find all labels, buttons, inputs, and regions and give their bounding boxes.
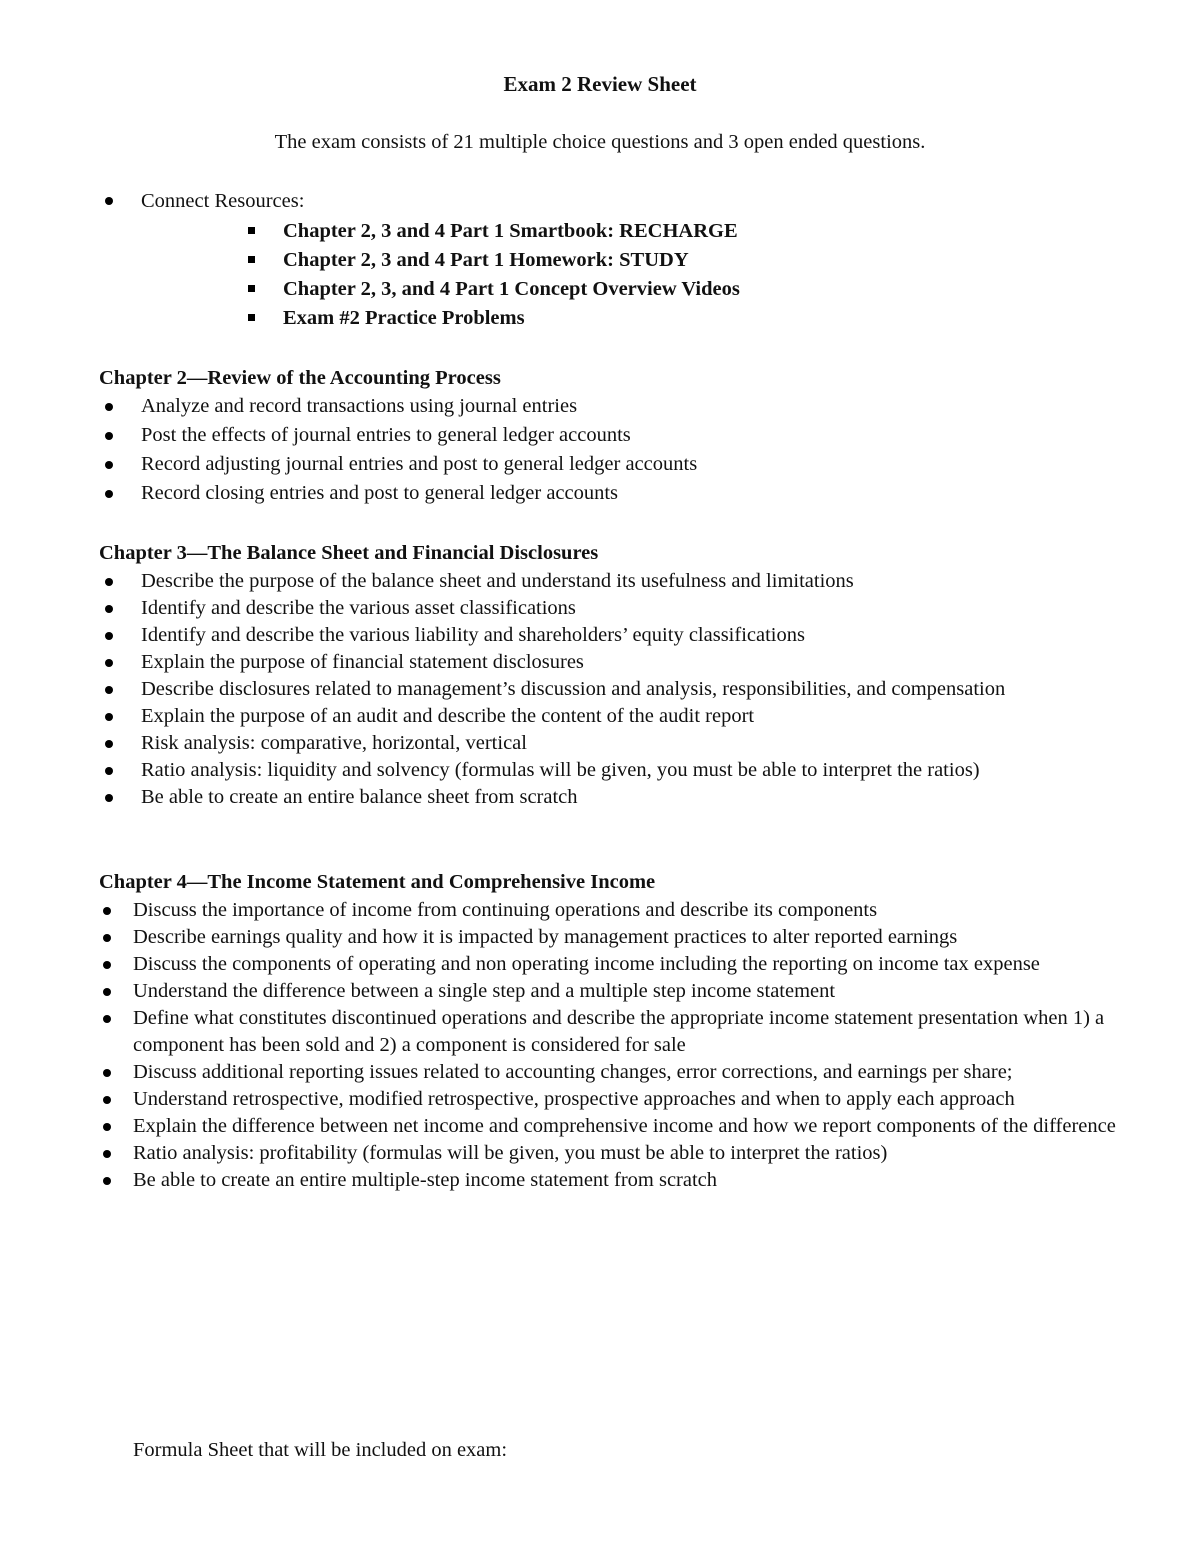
bullet-icon bbox=[103, 1150, 111, 1158]
bullet-icon bbox=[103, 1177, 111, 1185]
list-item: Describe the purpose of the balance sheet and understand its usefulness and limitations bbox=[141, 568, 1141, 595]
list-item: Record adjusting journal entries and post to general ledger accounts bbox=[141, 451, 1141, 478]
square-bullet-icon bbox=[248, 285, 255, 292]
chapter-4-list bbox=[133, 897, 1143, 1194]
document-title: Exam 2 Review Sheet bbox=[503, 72, 697, 96]
list-item: Discuss the components of operating and non operating income including the reporting on income tax expense bbox=[133, 951, 1143, 978]
bullet-icon bbox=[103, 1096, 111, 1104]
formula-sheet-note: Formula Sheet that will be included on exam: bbox=[133, 1439, 508, 1461]
bullet-icon bbox=[105, 461, 113, 469]
list-item: Record closing entries and post to general ledger accounts bbox=[141, 480, 1141, 507]
bullet-icon bbox=[105, 686, 113, 694]
list-item: Understand the difference between a single step and a multiple step income statement bbox=[133, 978, 1143, 1005]
bullet-icon bbox=[105, 605, 113, 613]
list-item: Discuss the importance of income from continuing operations and describe its components bbox=[133, 897, 1143, 924]
list-item: Describe earnings quality and how it is impacted by management practices to alter reported earnings bbox=[133, 924, 1143, 951]
bullet-icon bbox=[103, 934, 111, 942]
bullet-icon bbox=[103, 907, 111, 915]
bullet-icon bbox=[105, 713, 113, 721]
bullet-icon bbox=[103, 988, 111, 996]
connect-item: Exam #2 Practice Problems bbox=[283, 307, 525, 329]
chapter-4-heading: Chapter 4—The Income Statement and Comprehensive Income bbox=[99, 871, 656, 893]
list-item: Understand retrospective, modified retrospective, prospective approaches and when to apply each approach bbox=[133, 1086, 1143, 1113]
bullet-icon bbox=[105, 767, 113, 775]
bullet-icon bbox=[103, 1015, 111, 1023]
list-item: Post the effects of journal entries to general ledger accounts bbox=[141, 422, 1141, 449]
list-item: Be able to create an entire multiple-step income statement from scratch bbox=[133, 1167, 1143, 1194]
list-item: Ratio analysis: profitability (formulas will be given, you must be able to interpret the ratios) bbox=[133, 1140, 1143, 1167]
bullet-icon bbox=[105, 578, 113, 586]
bullet-icon bbox=[105, 632, 113, 640]
list-item: Discuss additional reporting issues related to accounting changes, error corrections, and earnings per share; bbox=[133, 1059, 1143, 1086]
connect-resources-label: Connect Resources: bbox=[141, 190, 305, 212]
exam-description: The exam consists of 21 multiple choice questions and 3 open ended questions. bbox=[274, 131, 926, 153]
bullet-icon bbox=[103, 1123, 111, 1131]
list-item: Define what constitutes discontinued operations and describe the appropriate income statement presentation when 1) a component has been sold and 2) a component is considered for sale bbox=[133, 1005, 1143, 1059]
chapter-2-list bbox=[141, 393, 1141, 507]
square-bullet-icon bbox=[248, 256, 255, 263]
list-item: Identify and describe the various liability and shareholders’ equity classifications bbox=[141, 622, 1141, 649]
bullet-icon bbox=[105, 659, 113, 667]
connect-item: Chapter 2, 3 and 4 Part 1 Homework: STUDY bbox=[283, 249, 689, 271]
bullet-icon bbox=[105, 197, 113, 205]
list-item: Explain the difference between net income and comprehensive income and how we report components of the difference bbox=[133, 1113, 1143, 1140]
square-bullet-icon bbox=[248, 314, 255, 321]
list-item: Ratio analysis: liquidity and solvency (formulas will be given, you must be able to interpret the ratios) bbox=[141, 757, 1141, 784]
list-item: Be able to create an entire balance sheet from scratch bbox=[141, 784, 1141, 811]
list-item: Explain the purpose of financial statement disclosures bbox=[141, 649, 1141, 676]
bullet-icon bbox=[105, 403, 113, 411]
list-item: Explain the purpose of an audit and describe the content of the audit report bbox=[141, 703, 1141, 730]
bullet-icon bbox=[105, 740, 113, 748]
bullet-icon bbox=[105, 490, 113, 498]
connect-item: Chapter 2, 3, and 4 Part 1 Concept Overview Videos bbox=[283, 278, 740, 300]
list-item: Analyze and record transactions using journal entries bbox=[141, 393, 1141, 420]
bullet-icon bbox=[105, 432, 113, 440]
connect-item: Chapter 2, 3 and 4 Part 1 Smartbook: RECHARGE bbox=[283, 220, 738, 242]
bullet-icon bbox=[103, 961, 111, 969]
bullet-icon bbox=[103, 1069, 111, 1077]
list-item: Identify and describe the various asset classifications bbox=[141, 595, 1141, 622]
chapter-3-list bbox=[141, 568, 1141, 811]
bullet-icon bbox=[105, 794, 113, 802]
list-item: Risk analysis: comparative, horizontal, vertical bbox=[141, 730, 1141, 757]
chapter-3-heading: Chapter 3—The Balance Sheet and Financial Disclosures bbox=[99, 542, 599, 564]
list-item: Describe disclosures related to management’s discussion and analysis, responsibilities, and compensation bbox=[141, 676, 1141, 703]
square-bullet-icon bbox=[248, 227, 255, 234]
chapter-2-heading: Chapter 2—Review of the Accounting Process bbox=[99, 367, 501, 389]
